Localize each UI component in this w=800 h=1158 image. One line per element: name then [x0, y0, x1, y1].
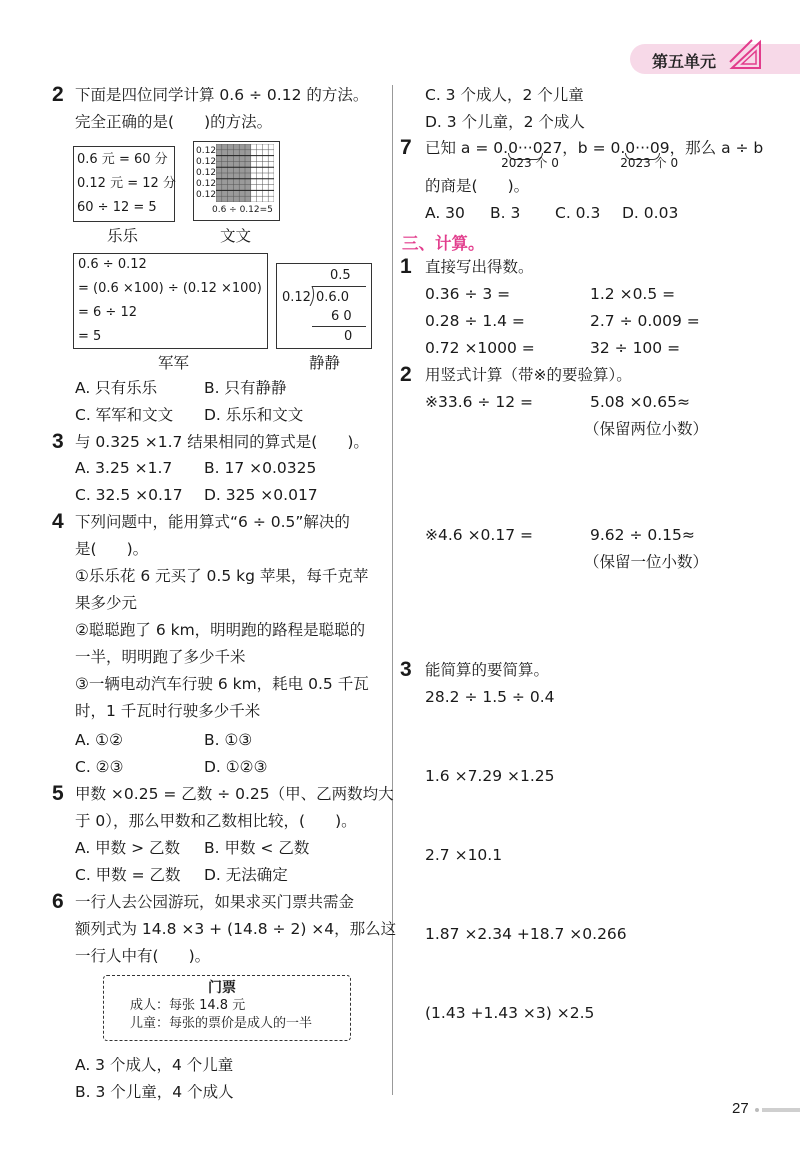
option[interactable]: A. ①②	[75, 731, 123, 749]
question-text: 完全正确的是( )的方法。	[75, 113, 273, 131]
page-number: 27	[732, 1100, 749, 1117]
option[interactable]: B. 甲数 < 乙数	[204, 839, 310, 857]
question-text: 的商是( )。	[425, 177, 530, 195]
grid-row-label: 0.12	[196, 190, 217, 200]
method-caption: 静静	[309, 354, 341, 372]
option[interactable]: A. 甲数 > 乙数	[75, 839, 181, 857]
question-text: 已知 a = 0.0···0 2023 个 0 27，b = 0.0···0 2023 个 0 9，那么 a ÷ b	[425, 139, 764, 170]
question-item: ②聪聪跑了 6 km，明明跑的路程是聪聪的	[75, 621, 366, 639]
question-number: 3	[52, 430, 64, 453]
unit-title: 第五单元	[652, 52, 717, 71]
method-box-jingjing	[276, 263, 372, 349]
grid-row-label: 0.12	[196, 146, 217, 156]
calc-item: ※4.6 ×0.17 =	[425, 526, 533, 544]
calc-item: 32 ÷ 100 =	[590, 339, 681, 357]
calc-item: 5.08 ×0.65≈	[590, 393, 690, 411]
option[interactable]: B. 3	[490, 204, 521, 222]
option[interactable]: B. 3 个儿童，4 个成人	[75, 1083, 234, 1101]
section-title: 三、计算。	[402, 234, 485, 253]
option[interactable]: D. 0.03	[622, 204, 679, 222]
method-line: 60 ÷ 12 = 5	[77, 200, 157, 215]
option[interactable]: C. 0.3	[555, 204, 601, 222]
subtraction-line	[312, 326, 366, 327]
calc-item: 2.7 ×10.1	[425, 846, 503, 864]
grid-row-label: 0.12	[196, 179, 217, 189]
option[interactable]: C. 3 个成人，2 个儿童	[425, 86, 584, 104]
question-item: 时，1 千瓦时行驶多少千米	[75, 702, 261, 720]
b-zero-count: 2023 个 0	[620, 156, 679, 170]
option[interactable]: B. ①③	[204, 731, 253, 749]
calc-item: 0.72 ×1000 =	[425, 339, 535, 357]
option[interactable]: C. 32.5 ×0.17	[75, 486, 183, 504]
calc-note: （保留一位小数）	[584, 553, 709, 571]
question-number: 6	[52, 890, 64, 913]
quotient: 0.5	[330, 268, 351, 283]
question-number: 3	[400, 658, 412, 681]
a-zero-run: 0···0 2023 个 0	[501, 139, 559, 170]
calc-item: ※33.6 ÷ 12 =	[425, 393, 533, 411]
grid-row-label: 0.12	[196, 157, 217, 167]
ticket-title: 门票	[208, 980, 236, 996]
method-caption: 文文	[220, 227, 252, 245]
option[interactable]: B. 17 ×0.0325	[204, 459, 317, 477]
dividend: 0.6.0	[316, 290, 350, 305]
option[interactable]: C. 军军和文文	[75, 406, 174, 424]
option[interactable]: D. 无法确定	[204, 866, 288, 884]
option[interactable]: D. 3 个儿童，2 个成人	[425, 113, 585, 131]
question-item: 果多少元	[75, 594, 138, 612]
method-line: 0.6 元 = 60 分	[77, 152, 168, 167]
question-text: 直接写出得数。	[425, 258, 534, 276]
question-item: 一半，明明跑了多少千米	[75, 648, 246, 666]
calc-item: 9.62 ÷ 0.15≈	[590, 526, 695, 544]
calc-item: 1.6 ×7.29 ×1.25	[425, 767, 555, 785]
ticket-adult-price: 成人：每张 14.8 元	[130, 998, 246, 1013]
option[interactable]: A. 3 个成人，4 个儿童	[75, 1056, 234, 1074]
method-line: = (0.6 ×100) ÷ (0.12 ×100)	[78, 281, 262, 296]
ruler-triangle-icon	[728, 38, 764, 72]
calc-item: 0.28 ÷ 1.4 =	[425, 312, 525, 330]
option[interactable]: D. ①②③	[204, 758, 268, 776]
question-text: 一行人去公园游玩，如果求买门票共需金	[75, 893, 355, 911]
method-line: 0.6 ÷ 0.12	[78, 257, 147, 272]
question-text: 一行人中有( )。	[75, 947, 211, 965]
option[interactable]: C. 甲数 = 乙数	[75, 866, 181, 884]
option[interactable]: D. 乐乐和文文	[204, 406, 304, 424]
calc-item: 2.7 ÷ 0.009 =	[590, 312, 700, 330]
question-text: 是( )。	[75, 540, 149, 558]
footer-dot	[755, 1108, 759, 1112]
question-number: 4	[52, 510, 64, 533]
grid-formula: 0.6 ÷ 0.12=5	[212, 205, 273, 215]
method-caption: 乐乐	[107, 227, 139, 245]
option[interactable]: C. ②③	[75, 758, 124, 776]
remainder: 0	[344, 329, 353, 344]
division-bracket	[308, 286, 316, 306]
method-line: = 5	[78, 329, 102, 344]
question-item: ①乐乐花 6 元买了 0.5 kg 苹果，每千克苹	[75, 567, 369, 585]
footer-bar	[762, 1108, 800, 1112]
question-item: ③一辆电动汽车行驶 6 km，耗电 0.5 千瓦	[75, 675, 369, 693]
calc-note: （保留两位小数）	[584, 420, 709, 438]
method-caption: 军军	[158, 354, 190, 372]
partial-product: 6 0	[331, 309, 352, 324]
option[interactable]: A. 30	[425, 204, 465, 222]
column-divider	[392, 85, 393, 1095]
question-number: 2	[400, 363, 412, 386]
question-text: 额列式为 14.8 ×3 + (14.8 ÷ 2) ×4，那么这	[75, 920, 397, 938]
calc-item: 1.87 ×2.34 +18.7 ×0.266	[425, 925, 627, 943]
hundred-grid	[216, 144, 274, 202]
option[interactable]: D. 325 ×0.017	[204, 486, 318, 504]
question-text: 甲数 ×0.25 = 乙数 ÷ 0.25（甲、乙两数均大	[75, 785, 394, 803]
question-text: 下列问题中，能用算式“6 ÷ 0.5”解决的	[75, 513, 350, 531]
question-number: 5	[52, 782, 64, 805]
a-zero-count: 2023 个 0	[501, 156, 559, 170]
calc-item: 1.2 ×0.5 =	[590, 285, 676, 303]
division-bar	[312, 286, 366, 287]
calc-item: 0.36 ÷ 3 =	[425, 285, 511, 303]
question-number: 2	[52, 83, 64, 106]
question-text: 能简算的要简算。	[425, 661, 550, 679]
calc-item: (1.43 +1.43 ×3) ×2.5	[425, 1004, 595, 1022]
grid-row-label: 0.12	[196, 168, 217, 178]
calc-item: 28.2 ÷ 1.5 ÷ 0.4	[425, 688, 555, 706]
question-text: 于 0），那么甲数和乙数相比较，( )。	[75, 812, 357, 830]
question-text: 与 0.325 ×1.7 结果相同的算式是( )。	[75, 433, 369, 451]
ticket-child-price: 儿童：每张的票价是成人的一半	[130, 1016, 313, 1031]
method-line: 0.12 元 = 12 分	[77, 176, 176, 191]
method-line: = 6 ÷ 12	[78, 305, 137, 320]
option[interactable]: B. 只有静静	[204, 379, 287, 397]
divisor: 0.12	[282, 290, 311, 305]
question-text: 用竖式计算（带※的要验算）。	[425, 366, 632, 384]
question-text: 下面是四位同学计算 0.6 ÷ 0.12 的方法。	[75, 86, 369, 104]
question-number: 1	[400, 255, 412, 278]
b-zero-run: 0···0 2023 个 0	[620, 139, 679, 170]
option[interactable]: A. 只有乐乐	[75, 379, 158, 397]
option[interactable]: A. 3.25 ×1.7	[75, 459, 173, 477]
question-number: 7	[400, 136, 412, 159]
